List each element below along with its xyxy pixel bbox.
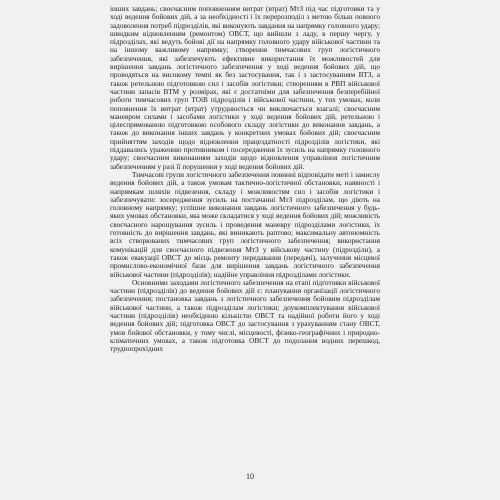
paragraph-temporary-groups: Тимчасові групи логістичного забезпечення повинні відповідати меті і замислу ведення бойових дій, а також умовам тактично-логістичної обстановки, наявності і напрямкам шляхів підвезення, складу і можливостям сил і засобів логістики і забезпечувати: зосередження зусиль на постачанні МтЗ підрозділам, що діють на головному напрямку; успішне виконання завдань логістичного забезпечення у будь-яких умовах обстановки, яка може складатися у ході ведення бойових дій; можливість своєчасного нарощування зусиль і проведення маневру підрозділами логістики, їх готовність до вирішення завдань, які виникають раптово; максимальну автономність всіх створюваних тимчасових груп логістичного забезпечення; використання комунікацій для своєчасного підвезення МтЗ у військову частину (підрозділи), а також евакуації ОВСТ до місць ремонту передавання (передачі), залучення місцевої промислово-економічної бази для вирішення завдань логістичного забезпечення військової частини (підрозділів); надійне управління підрозділами логістики. <box>110 169 380 279</box>
paragraph-main-measures: Основними заходами логістичного забезпечення на етапі підготовки військової частини (підрозділів) до ведення бойових дій є: планування організації логістичного забезпечення; постановка завдань з логістичного забезпечення бойовим підрозділам військової частини, а також підрозділам логістики; доукомплектування військової частини (підрозділів) необхідною кількістю ОВСТ та надійної роботи його у ході ведення бойових дій; підготовка ОВСТ до застосування з урахуванням стану ОВСТ, умов бойової обстановки, у тому числі, місцевості, фізико-географічних і природно-кліматичних умовах, а також підготовка ОВСТ до подолання водних перешкод, труднопрохідних <box>110 277 380 354</box>
body-text <box>110 5 380 353</box>
paragraph-continuation: інших завдань; своєчасним поповненням витрат (втрат) МтЗ під час підготовки та у ході ведення бойових дій, а за необхідності і їх перерозподіл з метою більш повного задоволення потреб підрозділів, які виконують завдання на напрямку головного удару; швидким відновленням (ремонтом) ОВСТ, що вийшли з ладу, в першу чергу, у підрозділах, які ведуть бойові дії на напрямку головного удару військової частини та на іншому важливому напрямку; створення тимчасових груп логістичного забезпечення, які забезпечують ефективне використання їх можливостей для вирішення завдань логістичного забезпечення у ході ведення бойових дій, що проводяться на високому темпі як без застосування, так і з застосуванням ВТЗ, а також ретельною підготовкою сил і засобів логістики; створенням в РВП військової частини запасів ВТМ у розмірах, які є достатніми для забезпечення безперебійної роботи тимчасових груп ТОіВ підрозділів і військової частини, у тих умовах, коли поповнення їх витрат (втрат) утруднюється чи виключається взагалі; своєчасним маневром силами і засобами логістики у ході ведення бойових дій, ретельною і цілеспрямованою підготовкою особового складу логістики до виконання завдань, а також до виконання інших завдань у конкретних умовах бойових дій; своєчасним прийняттям заходів щодо відновлення працездатності підрозділів логістики, які піддавались ураженню противником і посередження їх зусиль на напрямку головного удару; своєчасним виконанням заходів щодо відновлення управління логістичним забезпеченням у разі її порушення у ході ведення бойових дій. <box>110 4 380 171</box>
page-number: 10 <box>246 472 254 481</box>
